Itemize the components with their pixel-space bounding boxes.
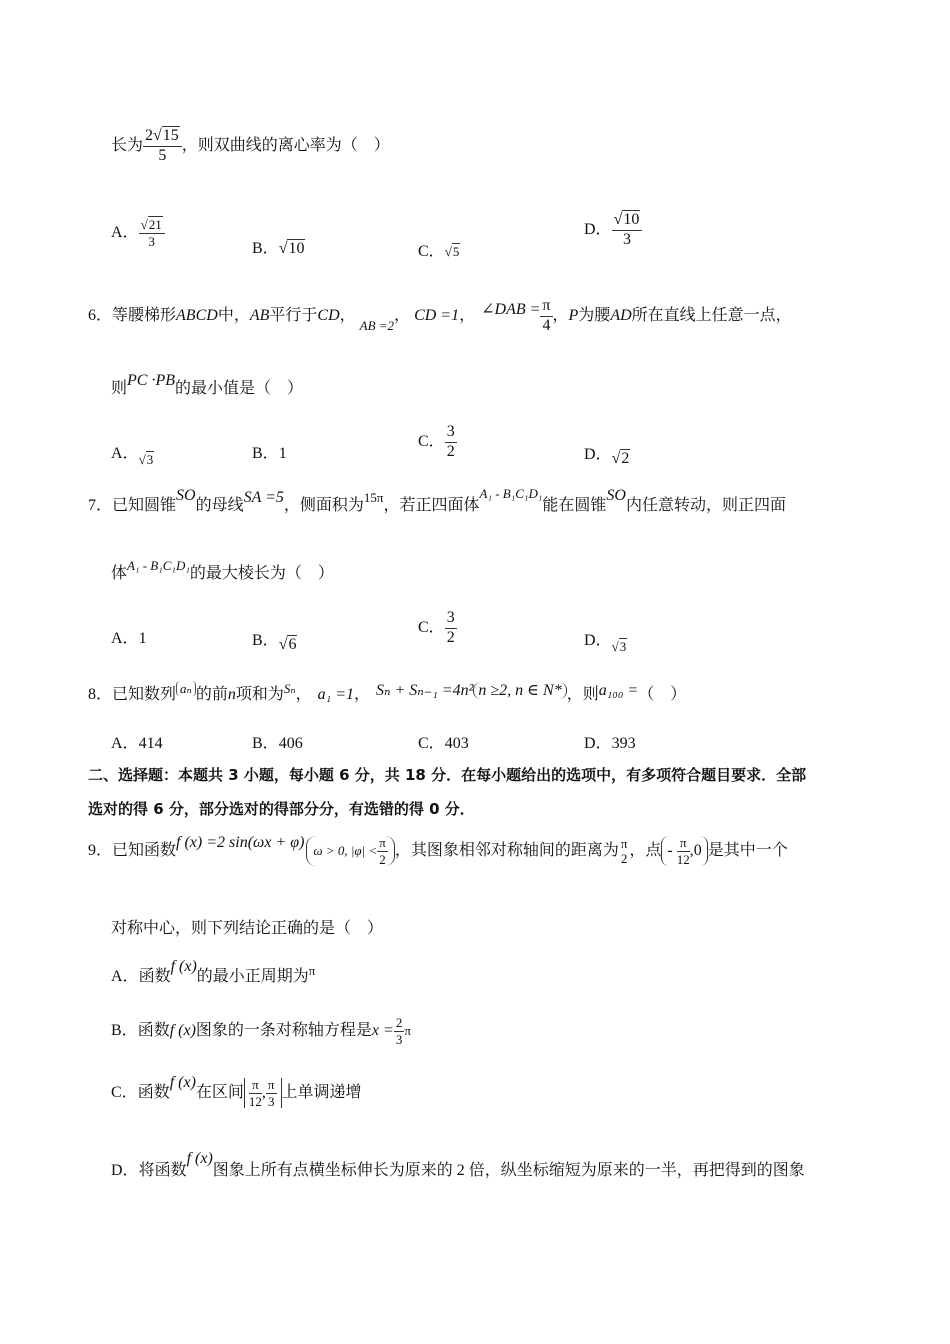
q6-d-sqrt: √2 (611, 450, 630, 467)
q6-angle-fraction: $\frac{\pi}{4}$ (542, 297, 551, 334)
q6-vector-product: PC ·PB (127, 372, 176, 389)
q7-c-fraction: $\frac{3}{2}$ (446, 609, 455, 646)
q7-tetrahedron: A₁ - B₁C₁D₁ (479, 486, 543, 501)
q5-tail-suffix: ，则双曲线的离心率为（ ） (181, 136, 390, 154)
q7-option-d[interactable]: D．√3 (584, 632, 627, 654)
q5-option-c[interactable]: C．√5 (418, 243, 460, 260)
q9-function: f (x) =2 sin(ωx + φ) (176, 834, 305, 851)
q5-tail-prefix: 长为 (111, 136, 144, 154)
q6-cond-cd: CD =1 (414, 306, 460, 324)
q9-b-fraction: $\frac{2}{3}$ (395, 1015, 403, 1047)
q6-option-b[interactable]: B．1 (252, 445, 287, 462)
q5-option-d[interactable]: D． $\frac{√10}{3}$ (584, 212, 642, 249)
q6-cond-ab: AB =2 (359, 317, 395, 333)
section2-heading-line2: 选对的得 6 分，部分选对的得部分分，有选错的得 0 分． (88, 800, 475, 818)
q7-option-a[interactable]: A．1 (111, 630, 147, 647)
q8-option-d[interactable]: D．393 (584, 735, 636, 752)
q8-line: 8．已知数列 $^{a_n}$ 的前n项和为$^{S_n}$， a₁ =1， Sₙ + Sₙ₋₁ =4n² n ≥2, n ∈ N* ，则a₁₀₀ =（ ） (88, 681, 687, 703)
q7-line1: 7．已知圆锥SO的母线SA =5，侧面积为$^{15\pi}$，若正四面体$^{A_1 - B_1C_1D_1}$能在圆锥SO内任意转动，则正四面 (88, 486, 786, 514)
q7-option-b[interactable]: B．√6 (252, 632, 297, 653)
q6-option-a[interactable]: A．√3 (111, 445, 154, 467)
q5-d-fraction: $\frac{√10}{3}$ (612, 212, 643, 249)
q6-line1: 6．等腰梯形ABCD中，AB平行于CD，$_{AB =2}$， CD =1， ∠DAB = $\frac{\pi}{4}$ ，P为腰AD所在直线上任意一点， (88, 297, 792, 334)
q9-distance-fraction: π 2 (620, 835, 628, 867)
q7-tetrahedron-2: A₁ - B₁C₁D₁ (127, 558, 190, 573)
q6-option-c[interactable]: C． $\frac{3}{2}$ (418, 423, 455, 460)
q9-line1: 9．已知函数f (x) =2 sin(ωx + φ) ω > 0, |φ| < $\frac{\pi}{2}$ ，其图象相邻对称轴间的距离为 π 2 ，点 - $\frac{\pi}{12}$ ,0 是其中一个 (88, 834, 788, 867)
q9-condition: ω > 0, |φ| < $\frac{\pi}{2}$ (306, 836, 394, 866)
q9-option-a[interactable]: A．函数f (x)的最小正周期为$^\pi$ (111, 958, 316, 985)
q8-relation: Sₙ + Sₙ₋₁ =4n² (376, 682, 474, 699)
q9-option-b[interactable]: B．函数f (x)图象的一条对称轴方程是x = $\frac{2}{3}$ π (111, 1015, 411, 1047)
q6-angle: ∠DAB = (481, 300, 541, 318)
q5-c-sqrt: √5 (444, 244, 460, 259)
q6-line2: 则PC ·PB的最小值是（ ） (111, 372, 304, 397)
q9-option-c[interactable]: C．函数f (x)在区间 $\frac{\pi}{12}$ , $\frac{\pi}{3}$ 上单调递增 (111, 1074, 362, 1109)
q6-a-sqrt: √3 (138, 452, 154, 467)
q5-option-b[interactable]: B．√10 (252, 240, 305, 257)
q6-option-d[interactable]: D．√2 (584, 446, 630, 467)
q9-line2: 对称中心，则下列结论正确的是（ ） (111, 920, 384, 937)
q8-option-b[interactable]: B．406 (252, 735, 303, 752)
q7-d-sqrt: √3 (611, 639, 627, 654)
q9-option-d[interactable]: D．将函数f (x)图象上所有点横坐标伸长为原来的 2 倍，纵坐标缩短为原来的一半，再把得到的图象 (111, 1150, 805, 1179)
q8-option-a[interactable]: A．414 (111, 735, 163, 752)
q5-a-fraction: $\frac{√21}{3}$ (139, 218, 165, 248)
q5-eccentric-fraction: $\frac{2√15}{5}$ (143, 128, 182, 165)
q8-condition: n ≥2, n ∈ N* (473, 682, 566, 699)
q7-line2: 体$^{A_1 - B_1C_1D_1}$的最大棱长为（ ） (111, 558, 334, 582)
q8-sequence: aₙ (176, 681, 196, 696)
q6-c-fraction: $\frac{3}{2}$ (446, 423, 455, 460)
section2-heading-line1: 二、选择题：本题共 3 小题，每小题 6 分，共 18 分．在每小题给出的选项中，有多项符合题目要求．全部 (88, 766, 807, 784)
q8-option-c[interactable]: C．403 (418, 735, 469, 752)
q5-b-sqrt: √10 (278, 240, 305, 257)
q7-b-sqrt: √6 (278, 636, 297, 653)
q7-option-c[interactable]: C． $\frac{3}{2}$ (418, 609, 455, 646)
q9-c-interval: $\frac{\pi}{12}$ , $\frac{\pi}{3}$ (244, 1078, 282, 1108)
q9-point: - $\frac{\pi}{12}$ ,0 (661, 836, 707, 866)
q5-tail-line (111, 128, 390, 165)
q5-option-a[interactable]: A． $\frac{√21}{3}$ (111, 218, 165, 248)
